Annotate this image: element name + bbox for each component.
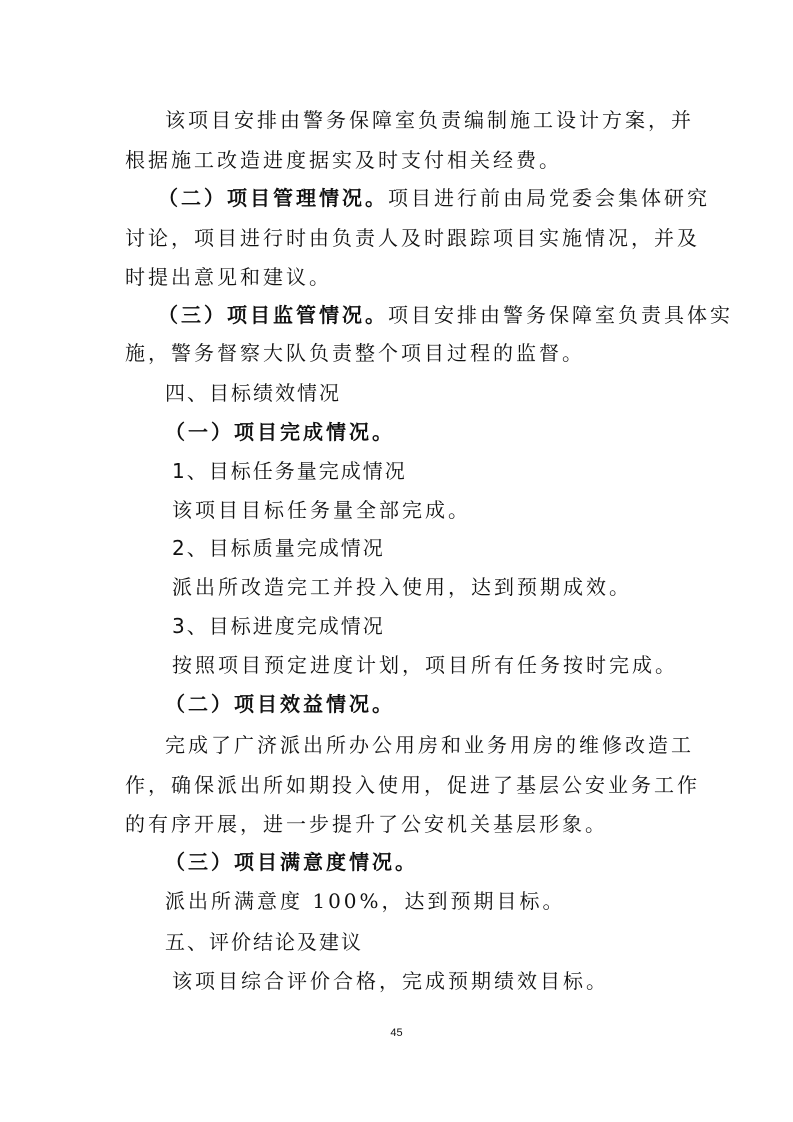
subsection-heading: （二）项目效益情况。 [165, 692, 395, 716]
paragraph-line [158, 303, 733, 327]
paragraph-line: 时提出意见和建议。 [125, 265, 332, 289]
section-heading: 五、评价结论及建议 [165, 930, 363, 954]
paragraph-line: 派出所满意度 100%，达到预期目标。 [165, 889, 566, 913]
paragraph-line: 该项目安排由警务保障室负责编制施工设计方案，并 [165, 108, 694, 132]
section-heading: 四、目标绩效情况 [165, 381, 341, 405]
subsection-heading: （一）项目完成情况。 [165, 420, 395, 444]
paragraph-line: 根据施工改造进度据实及时支付相关经费。 [125, 148, 562, 172]
paragraph-line: 该项目目标任务量全部完成。 [172, 498, 471, 522]
paragraph-text: 项目进行前由局党委会集体研究 [388, 186, 710, 210]
paragraph-line: 按照项目预定进度计划，项目所有任务按时完成。 [172, 653, 678, 677]
paragraph-line: 完成了广济派出所办公用房和业务用房的维修改造工 [165, 733, 694, 757]
item-heading: 1、目标任务量完成情况 [172, 459, 407, 483]
paragraph-line: 讨论，项目进行时由负责人及时跟踪项目实施情况，并及 [125, 226, 700, 250]
paragraph-line: 派出所改造完工并投入使用，达到预期成效。 [172, 575, 632, 599]
paragraph-line: 作，确保派出所如期投入使用，促进了基层公安业务工作 [125, 773, 700, 797]
subsection-heading: （三）项目满意度情况。 [165, 850, 418, 874]
paragraph-line: 的有序开展，进一步提升了公安机关基层形象。 [125, 812, 608, 836]
paragraph-line: 施，警务督察大队负责整个项目过程的监督。 [125, 341, 585, 365]
subsection-heading: （二）项目管理情况。 [158, 186, 388, 210]
paragraph-text: 项目安排由警务保障室负责具体实 [388, 303, 733, 327]
item-heading: 2、目标质量完成情况 [172, 536, 385, 560]
paragraph-line [158, 186, 710, 210]
paragraph-line: 该项目综合评价合格，完成预期绩效目标。 [172, 969, 609, 993]
page-number: 45 [390, 1027, 403, 1039]
subsection-heading: （三）项目监管情况。 [158, 303, 388, 327]
item-heading: 3、目标进度完成情况 [172, 614, 385, 638]
